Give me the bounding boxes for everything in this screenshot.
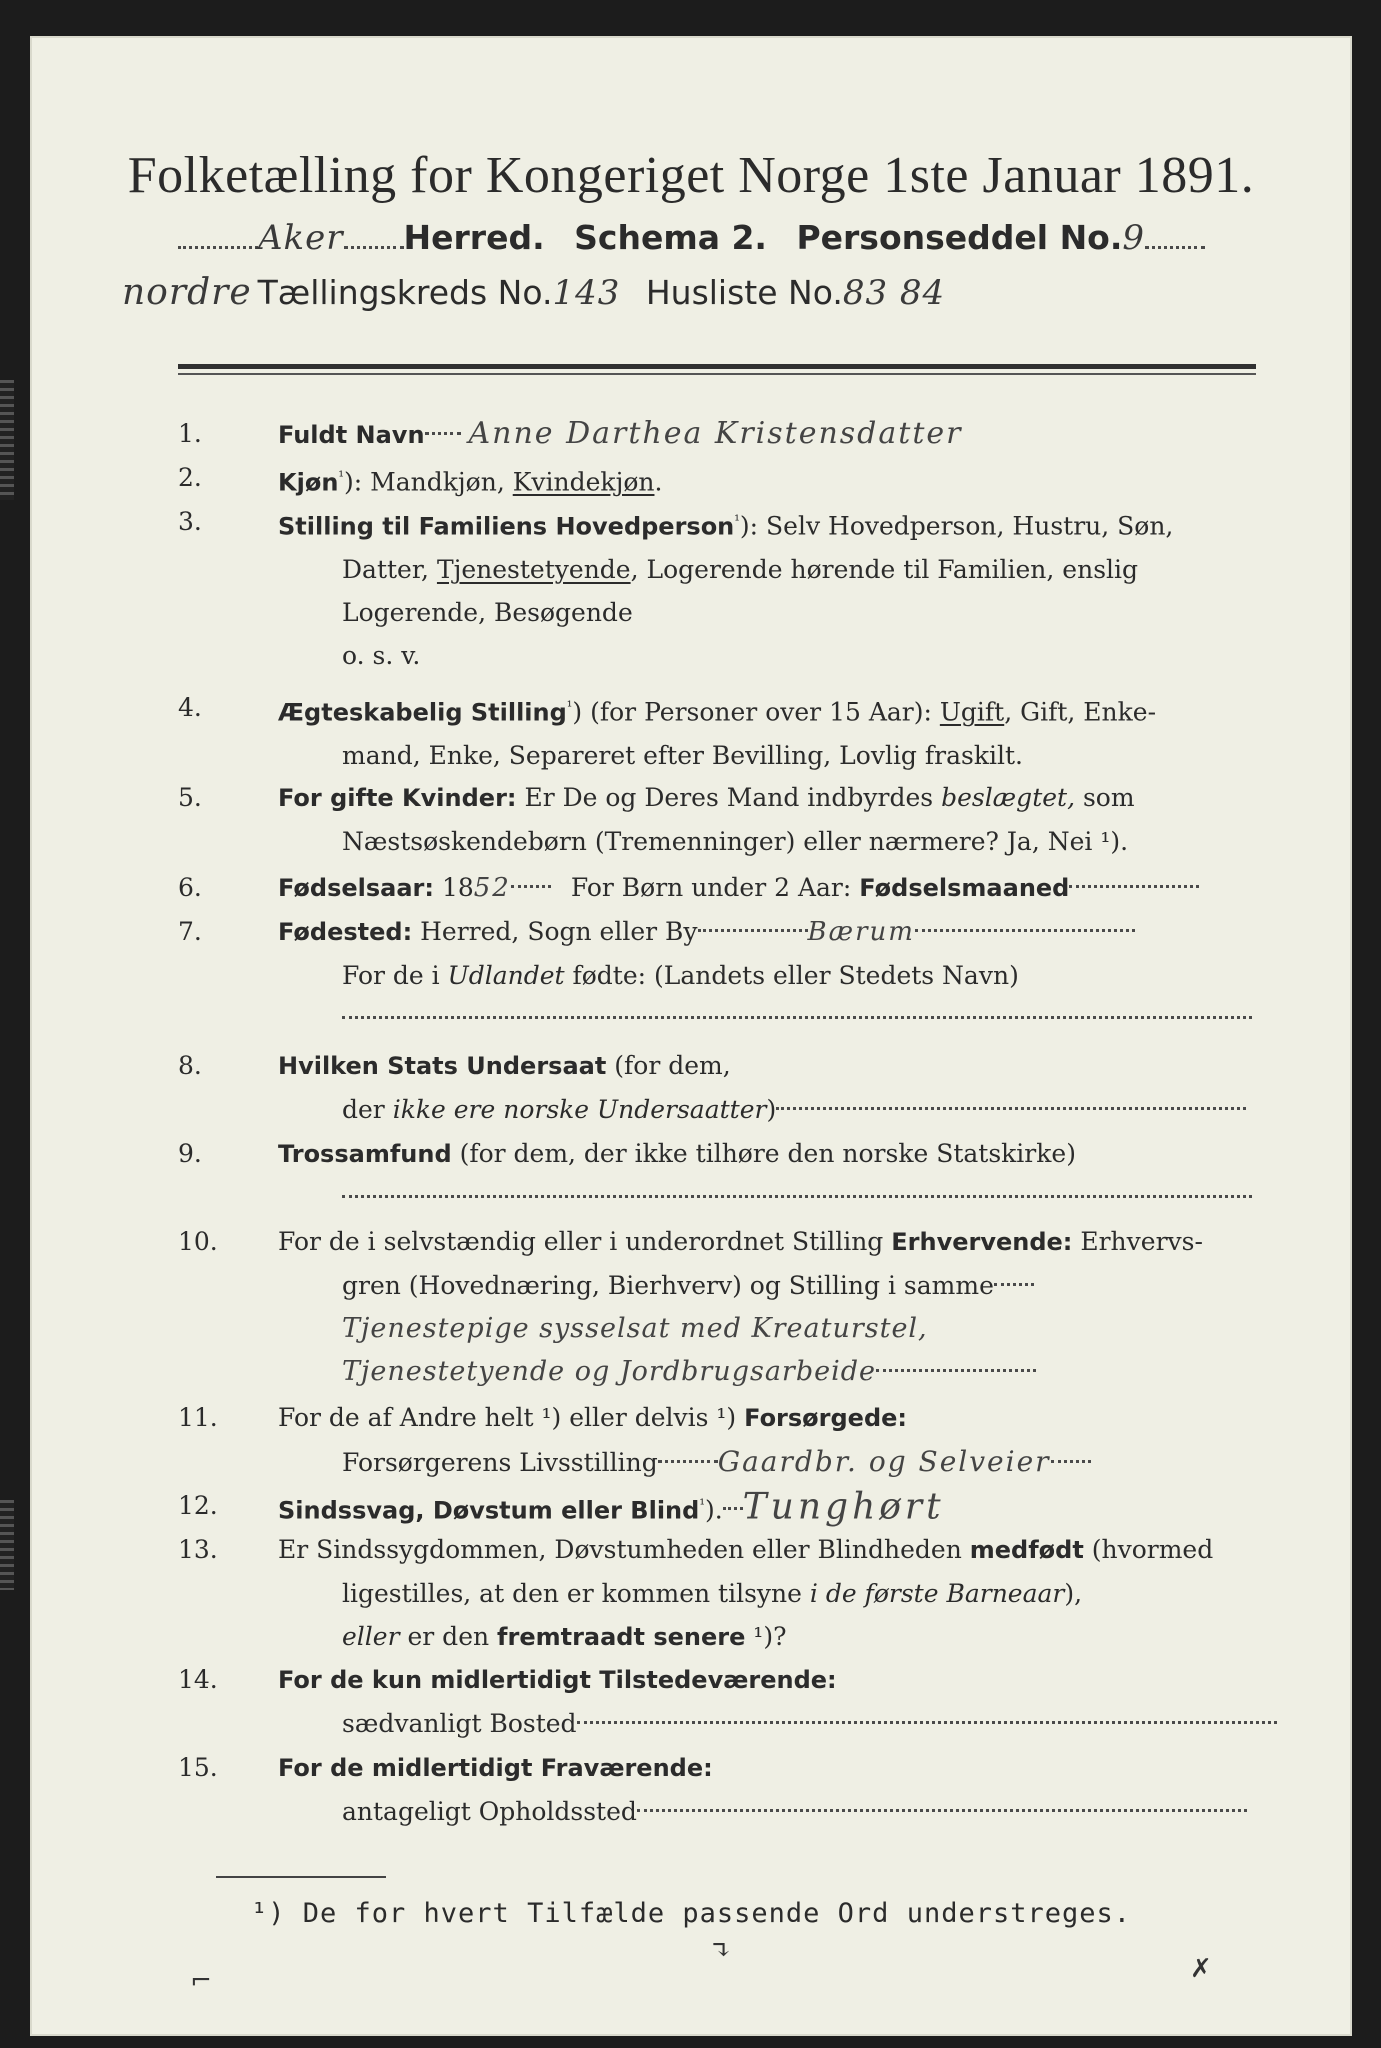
dotted-fill — [876, 1369, 1036, 1372]
field-text: ¹)? — [745, 1622, 787, 1651]
field-text: ) (for Personer over 15 Aar): — [572, 697, 940, 727]
dotted-fill — [577, 1721, 1277, 1724]
field-text: , Logerende hørende til Familien, enslig — [630, 555, 1139, 585]
item-number: 6. — [178, 873, 202, 902]
field-text: sædvanligt Bosted — [342, 1709, 577, 1738]
personseddel-label: Personseddel No. — [796, 218, 1123, 257]
dotted-fill — [1145, 246, 1205, 249]
field-label: fremtraadt senere — [497, 1623, 746, 1651]
dotted-fill — [658, 1460, 718, 1463]
field-text: ): Selv Hovedperson, Hustru, Søn, — [739, 511, 1174, 541]
field-1-name — [178, 412, 1268, 457]
handwritten-name: Anne Darthea Kristensdatter — [468, 416, 963, 451]
item-number: 4. — [178, 693, 202, 722]
field-text: ) — [766, 1095, 777, 1124]
handwritten-occupation-1: Tjenestepige sysselsat med Kreaturstel, — [342, 1313, 928, 1344]
field-label: Hvilken Stats Undersaat — [278, 1052, 607, 1080]
field-label: Ægteskabelig Stilling — [278, 698, 567, 727]
field-text: For de i selvstændig eller i underordnet Stilling — [278, 1227, 892, 1256]
field-label: Erhvervende: — [891, 1228, 1073, 1256]
field-label: Fødselsmaaned — [859, 874, 1070, 902]
field-text-italic: i de første Barneaar — [809, 1579, 1065, 1608]
field-4-marital — [178, 686, 1268, 777]
film-edge — [0, 380, 14, 500]
dotted-fill — [698, 929, 808, 932]
field-text: For de i — [342, 961, 448, 990]
film-edge — [0, 1500, 14, 1590]
field-label: Sindssvag, Døvstum eller Blind — [278, 1496, 700, 1525]
field-text: ligestilles, at den er kommen tilsyne — [342, 1579, 810, 1608]
field-text-italic: beslægtet, — [941, 783, 1076, 812]
field-text: gren (Hovednæring, Bierhverv) og Stilling i samme — [342, 1271, 994, 1300]
header-rule — [178, 364, 1256, 369]
item-number: 11. — [178, 1403, 218, 1432]
field-text: er den — [399, 1622, 498, 1651]
header-kreds-line — [122, 272, 945, 313]
field-text: fødte: (Landets eller Stedets Navn) — [564, 961, 1019, 990]
field-9-religion — [178, 1132, 1268, 1219]
item-number: 12. — [178, 1491, 218, 1520]
husliste-value: 83 84 — [842, 273, 946, 313]
handwritten-provider: Gaardbr. og Selveier — [717, 1445, 1051, 1478]
footnote-ref: ¹ — [566, 699, 573, 715]
dotted-fill — [425, 432, 461, 435]
dotted-fill — [994, 1283, 1034, 1286]
header-rule-thin — [178, 373, 1256, 375]
field-text: Næstsøskendebørn (Tremenninger) eller nærmere? Ja, Nei ¹). — [342, 827, 1129, 856]
field-text-italic: Udlandet — [447, 961, 565, 990]
handwritten-disability: Tunghørt — [742, 1486, 945, 1528]
field-14-temporary-present — [178, 1658, 1268, 1745]
pencil-mark: ✗ — [1190, 1954, 1212, 1984]
census-form — [30, 36, 1352, 2036]
field-5-married-women — [178, 776, 1268, 863]
field-text: . — [654, 467, 663, 497]
footnote-ref: ¹ — [699, 1497, 705, 1513]
field-7-birthplace — [178, 910, 1268, 1040]
item-number: 8. — [178, 1051, 202, 1080]
dotted-fill — [1051, 1460, 1091, 1463]
underlined-choice: Ugift — [939, 697, 1005, 727]
field-text: Logerende, Besøgende — [342, 598, 633, 628]
field-text: ). — [704, 1495, 723, 1525]
underlined-choice: Kvindekjøn — [512, 467, 655, 497]
schema-label: Schema 2. — [574, 218, 767, 257]
dotted-fill — [637, 1809, 1247, 1812]
field-text-italic: ikke ere norske Undersaatter — [392, 1095, 767, 1124]
field-label: Stilling til Familiens Hovedperson — [278, 512, 735, 541]
margin-note: nordre — [122, 272, 252, 313]
dotted-fill — [178, 246, 258, 249]
field-text: Er De og Deres Mand indbyrdes — [516, 783, 942, 812]
field-text: o. s. v. — [342, 641, 421, 671]
field-text-italic: eller — [342, 1622, 400, 1651]
field-15-temporary-absent — [178, 1746, 1268, 1833]
item-number: 3. — [178, 507, 202, 536]
handwritten-occupation-2: Tjenestetyende og Jordbrugsarbeide — [342, 1356, 877, 1387]
dotted-fill — [723, 1507, 743, 1510]
field-label: Fødselsaar: — [278, 874, 434, 902]
footnote: ¹) De for hvert Tilfælde passende Ord understreges. — [250, 1898, 1132, 1929]
field-text: Erhvervs- — [1072, 1227, 1203, 1256]
field-13-onset — [178, 1528, 1268, 1659]
field-label: Forsørgede: — [744, 1404, 908, 1432]
field-text: Datter, — [342, 555, 437, 585]
field-text: For de af Andre helt ¹) eller delvis ¹) — [278, 1403, 745, 1432]
field-label: For gifte Kvinder: — [278, 784, 517, 812]
field-text: (hvormed — [1083, 1535, 1214, 1564]
item-number: 2. — [178, 463, 202, 492]
field-label: Kjøn — [278, 468, 339, 497]
field-6-birthyear — [178, 866, 1268, 910]
field-text: Er Sindssygdommen, Døvstumheden eller Blindheden — [278, 1535, 970, 1564]
field-2-sex — [178, 456, 1268, 504]
field-12-disability — [178, 1484, 1268, 1532]
underlined-choice: Tjenestetyende — [436, 555, 631, 585]
dotted-fill — [1069, 885, 1199, 888]
dotted-fill — [344, 246, 404, 249]
taellingskreds-label: Tællingskreds No. — [257, 273, 553, 312]
dotted-fill — [511, 885, 551, 888]
item-number: 1. — [178, 419, 202, 448]
item-number: 13. — [178, 1535, 218, 1564]
item-number: 10. — [178, 1227, 218, 1256]
field-label: For de kun midlertidigt Tilstedeværende: — [278, 1666, 837, 1694]
herred-value: Aker — [258, 218, 344, 258]
dotted-fill — [776, 1107, 1246, 1110]
field-text: , Gift, Enke- — [1004, 697, 1157, 727]
item-number: 15. — [178, 1753, 218, 1782]
item-number: 9. — [178, 1139, 202, 1168]
field-label: For de midlertidigt Fraværende: — [278, 1754, 713, 1782]
pencil-mark: ⌐ — [190, 1966, 212, 1996]
footnote-ref: ¹ — [338, 469, 345, 485]
pencil-mark: ↴ — [710, 1936, 732, 1966]
footnote-ref: ¹ — [734, 513, 740, 529]
handwritten-birthplace: Bærum — [807, 917, 915, 947]
field-label: Fuldt Navn — [278, 421, 425, 449]
field-text: mand, Enke, Separeret efter Bevilling, Lovlig fraskilt. — [342, 741, 1023, 771]
item-number: 5. — [178, 783, 202, 812]
field-11-supported — [178, 1396, 1268, 1484]
dotted-fill — [342, 1016, 1252, 1019]
field-8-citizenship — [178, 1044, 1268, 1131]
dotted-fill — [342, 1195, 1252, 1198]
herred-label: Herred. — [403, 218, 545, 257]
field-text: ), — [1064, 1579, 1083, 1608]
item-number: 14. — [178, 1665, 218, 1694]
footnote-rule — [216, 1876, 386, 1878]
field-text: 18 — [434, 873, 474, 902]
taellingskreds-value: 143 — [552, 273, 621, 313]
field-text: (for dem, der ikke tilhøre den norske Statskirke) — [451, 1139, 1076, 1168]
field-text: ): Mandkjøn, — [344, 467, 513, 497]
field-text: der — [342, 1095, 393, 1124]
field-label: Trossamfund — [278, 1140, 452, 1168]
field-text: For Børn under 2 Aar: — [570, 873, 860, 902]
item-number: 7. — [178, 917, 202, 946]
field-label: Fødested: — [278, 918, 413, 946]
dotted-fill — [915, 929, 1135, 932]
form-title: Folketælling for Kongeriget Norge 1ste Januar 1891. — [127, 147, 1255, 204]
field-text: Forsørgerens Livsstilling — [342, 1448, 658, 1477]
field-text: som — [1075, 783, 1135, 812]
field-text: antageligt Opholdssted — [342, 1797, 637, 1826]
husliste-label: Husliste No. — [645, 273, 843, 312]
field-label: medfødt — [969, 1536, 1084, 1564]
field-10-occupation — [178, 1220, 1268, 1393]
header-herred-line — [178, 218, 1205, 258]
personseddel-value: 9 — [1122, 218, 1146, 258]
field-text: Herred, Sogn eller By — [412, 917, 698, 946]
field-3-position — [178, 500, 1268, 677]
handwritten-year: 52 — [473, 873, 511, 903]
field-text: (for dem, — [606, 1051, 731, 1080]
